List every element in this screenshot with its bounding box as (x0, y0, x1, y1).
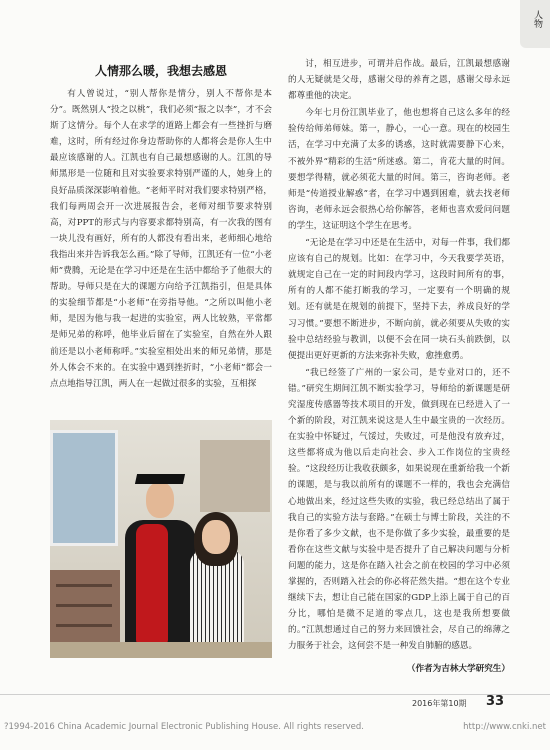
copyright-text: ?1994-2016 China Academic Journal Electronic Publishing House. All rights reserved. (4, 722, 364, 732)
author-note: （作者为吉林大学研究生） (406, 664, 510, 674)
page-number: 33 (486, 694, 505, 709)
article-paragraph: 讨，相互进步，可谓并启作战。最后，江凯最想感谢的人无疑就是父母，感谢父母的养育之恩，感谢父母永远都尊重他的决定。 (288, 59, 510, 102)
article-paragraph: 今年七月份江凯毕业了，他也想将自己这么多年的经验传给师弟师妹。第一，静心，一心一意。现在的校园生活，在学习中充满了太多的诱惑，这时就需要静下心来，不被外界“精彩的生活”所迷惑。第二，肯花大量的时间。要想学得精，就必须花大量的时间。第三，咨询老师。老师是“传道授业解惑”者，在学习中遇到困难，就去找老师咨询，老师永远会很热心给你解答，老师也喜欢爱问问题的学生，这证明这个学生在思考。 (288, 108, 510, 231)
source-url[interactable]: http://www.cnki.net (463, 722, 546, 732)
article-paragraph: “我已经签了广州的一家公司，是专业对口的，还不错。”研究生期间江凯不断实验学习，导师给的新课题是研究湿度传感器等技术项目的开发，做到现在已经进入了一个新的阶段，对江凯来说这是人生中最宝贵的一次经历。在实验中怀疑过，气馁过，失败过，可是他没有放弃过，这些都将成为他以后走向社会、步入工作岗位的宝贵经验。“这段经历让我收获颇多，如果说现在重新给我一个新的课题，是与我以前所有的课题不一样的，我也会充满信心地做出来，经过这些失败的实验，我已经总结出了属于我自己的实验方法与套路。”在硕士与博士阶段，关注的不是你看了多少文献，也不是你做了多少实验，最重要的是看你在这些文献与实验中是否提升了自己解决问题与分析问题的能力，这是你在踏入社会之前在校园的学习中必须掌握的，否则踏入社会的你必将茫然失措。“想在这个专业继续下去，想让自己能在国家的GDP上添上属于自己的百分比，哪怕是微不足道的零点几，这也是我所想要做的。”江凯想通过自己的努力来回馈社会，尽自己的绵薄之力服务于社会，这何尝不是一种发自肺腑的感恩。 (288, 367, 510, 652)
left-column (50, 86, 272, 408)
section-tab-label: 人物 (532, 10, 542, 28)
article-paragraph: 有人曾说过，“别人帮你是情分，别人不帮你是本分”。既然别人“投之以桃”，我们必须“报之以李”，才不会斯了这情分。每个人在求学的道路上都会有一些挫折与磨难，这时，所有经过你身边帮助你的人都将会是你人生中最应该感谢的人。江凯也有自己最想感谢的人。江凯的导师黑形是一位随和且对实验要求特别严谨的人，她身上的良好品质深深影响着他。“老师平时对我们要求特别严格，我们每两周会开一次进展报告会，老师对细节要求特别高，对PPT的形式与内容要求都特别高，有一次我的图有一块儿没有画好，所有的人都没有看出来，老师细心地给我指出来并告诉我怎么画。”除了导师，江凯还有一位“小老师”费腾，无论是在学习中还是在生活中都给予了他很大的帮助。导师只是在大的课题方向给予江凯指引，但是具体的实验细节都是“小老师”在旁指导他。“之所以叫他小老师，是因为他与我一起进的实验室，两人比较熟，平常都是师兄弟的称呼，他毕业后留在了实验室，自然在外人跟前还是以小老师称呼。”实验室相处出来的师兄弟情，那是外人体会不来的。在实验中遇到挫折时，“小老师”都会一点点地指导江凯，两人在一起做过很多的实验，互相探 (50, 89, 272, 389)
right-column (288, 56, 510, 654)
graduation-photo (50, 420, 272, 658)
footer-divider (0, 694, 550, 695)
section-tab (520, 0, 550, 48)
article-title: 人情那么暖，我想去感恩 (94, 64, 227, 78)
copyright-line (4, 722, 546, 732)
article-paragraph: “无论是在学习中还是在生活中，对每一件事，我们都应该有自己的规划。比如：在学习中，今天我要学英语，就规定自己在一定的时间段内学习，这段时间所有的事，所有的人都不能打断我的学习，一定要有一个明确的规划。还有就是在规划的前提下，坚持下去，养成良好的学习习惯。”要想不断进步，不断向前，就必须要从失败的实验中总结经验与教训，以便不会在同一块石头前跌倒，以便提出更好更新的方法来弥补失败，愈挫愈勇。 (288, 238, 510, 361)
issue-label: 2016年第10期 (412, 699, 467, 708)
